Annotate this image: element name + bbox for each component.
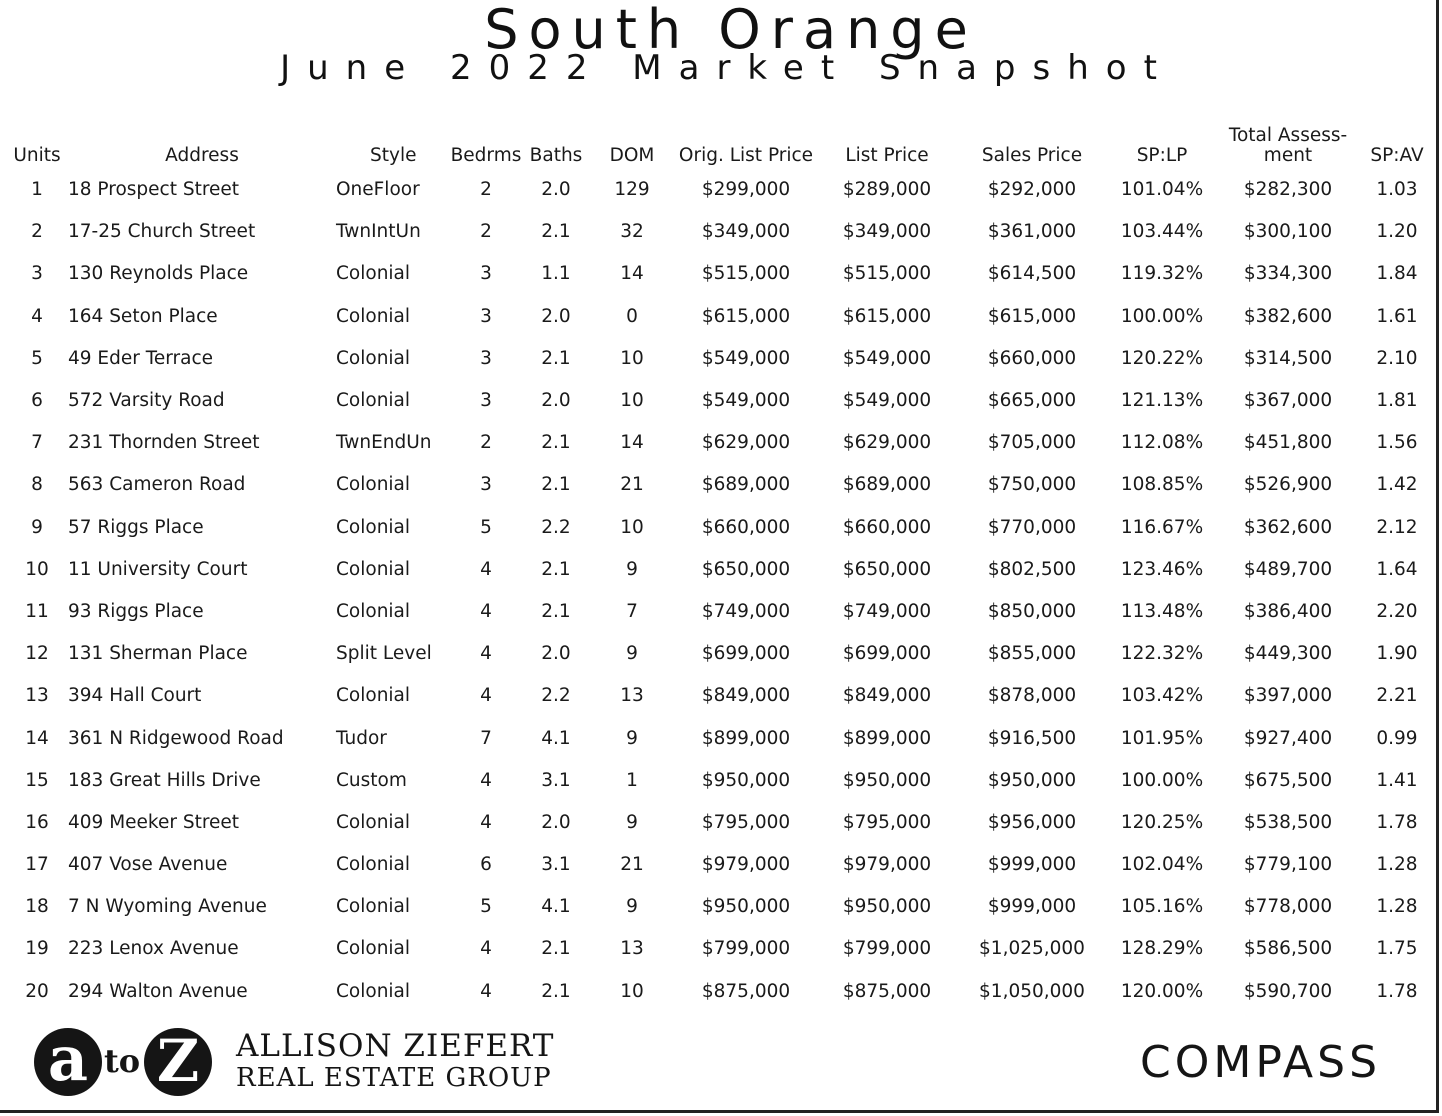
compass-logo: COMPASS (1140, 1037, 1381, 1088)
column-header-baths: Baths (529, 145, 583, 166)
column-header-style: Style (370, 145, 417, 166)
cell-baths: 1.1 (541, 263, 571, 285)
cell-sp-lp: 105.16% (1120, 896, 1204, 918)
cell-list-price: $615,000 (842, 305, 932, 327)
cell-sp-lp: 103.44% (1120, 221, 1204, 243)
cell-sales-price: $361,000 (987, 221, 1077, 243)
cell-address: 7 N Wyoming Avenue (68, 896, 267, 918)
page-title: South Orange (484, 0, 978, 61)
cell-dom: 32 (620, 221, 644, 243)
cell-sales-price: $705,000 (987, 432, 1077, 454)
cell-total-assessment: $526,900 (1243, 474, 1333, 496)
cell-total-assessment: $590,700 (1243, 980, 1333, 1002)
cell-dom: 9 (626, 896, 638, 918)
cell-list-price: $795,000 (842, 811, 932, 833)
cell-dom: 129 (614, 179, 650, 201)
column-header-bedrooms: Bedrms (450, 145, 522, 166)
cell-style: Colonial (336, 980, 411, 1002)
cell-units: 11 (25, 600, 49, 622)
cell-sp-lp: 128.29% (1120, 938, 1204, 960)
cell-style: Colonial (336, 347, 411, 369)
cell-sales-price: $660,000 (987, 347, 1077, 369)
cell-sp-av: 1.28 (1376, 854, 1418, 876)
cell-units: 15 (25, 769, 49, 791)
table-row (6, 886, 1434, 928)
cell-address: 294 Walton Avenue (68, 980, 248, 1002)
cell-sp-lp: 101.95% (1120, 727, 1204, 749)
cell-style: Colonial (336, 305, 411, 327)
cell-sp-lp: 100.00% (1120, 305, 1204, 327)
table-row (6, 380, 1434, 422)
cell-address: 17-25 Church Street (68, 221, 256, 243)
brand-name: ALLISON ZIEFERT (236, 1028, 555, 1064)
cell-sp-av: 1.56 (1376, 432, 1418, 454)
cell-address: 131 Sherman Place (68, 643, 248, 665)
cell-total-assessment: $397,000 (1243, 685, 1333, 707)
cell-baths: 2.2 (541, 685, 571, 707)
cell-total-assessment: $927,400 (1243, 727, 1333, 749)
cell-baths: 2.1 (541, 432, 571, 454)
cell-sp-av: 1.81 (1376, 390, 1418, 412)
cell-total-assessment: $675,500 (1243, 769, 1333, 791)
cell-baths: 2.1 (541, 347, 571, 369)
cell-baths: 2.1 (541, 938, 571, 960)
cell-sp-av: 1.64 (1376, 558, 1418, 580)
table-row (6, 633, 1434, 675)
cell-sp-lp: 103.42% (1120, 685, 1204, 707)
cell-orig-list-price: $349,000 (701, 221, 791, 243)
cell-units: 1 (31, 179, 43, 201)
cell-sales-price: $956,000 (987, 811, 1077, 833)
cell-sales-price: $614,500 (987, 263, 1077, 285)
cell-address: 409 Meeker Street (68, 811, 240, 833)
cell-sp-lp: 113.48% (1120, 600, 1204, 622)
cell-style: Custom (336, 769, 407, 791)
cell-total-assessment: $449,300 (1243, 643, 1333, 665)
cell-sales-price: $999,000 (987, 854, 1077, 876)
cell-orig-list-price: $849,000 (701, 685, 791, 707)
table-row (6, 253, 1434, 295)
cell-dom: 10 (620, 980, 644, 1002)
cell-units: 13 (25, 685, 49, 707)
cell-dom: 10 (620, 347, 644, 369)
cell-list-price: $549,000 (842, 390, 932, 412)
cell-sp-av: 1.41 (1376, 769, 1418, 791)
cell-orig-list-price: $615,000 (701, 305, 791, 327)
cell-sp-lp: 112.08% (1120, 432, 1204, 454)
cell-sp-av: 1.78 (1376, 811, 1418, 833)
cell-sp-av: 1.20 (1376, 221, 1418, 243)
cell-address: 130 Reynolds Place (68, 263, 249, 285)
cell-orig-list-price: $699,000 (701, 643, 791, 665)
cell-sales-price: $855,000 (987, 643, 1077, 665)
cell-bedrooms: 2 (480, 432, 492, 454)
cell-list-price: $950,000 (842, 769, 932, 791)
cell-sp-av: 2.12 (1376, 516, 1418, 538)
cell-list-price: $515,000 (842, 263, 932, 285)
cell-baths: 2.0 (541, 811, 571, 833)
cell-units: 4 (31, 305, 43, 327)
cell-orig-list-price: $549,000 (701, 390, 791, 412)
cell-sp-lp: 123.46% (1120, 558, 1204, 580)
cell-sp-lp: 122.32% (1120, 643, 1204, 665)
cell-address: 572 Varsity Road (68, 390, 225, 412)
cell-total-assessment: $778,000 (1243, 896, 1333, 918)
cell-orig-list-price: $749,000 (701, 600, 791, 622)
cell-total-assessment: $314,500 (1243, 347, 1333, 369)
cell-dom: 10 (620, 516, 644, 538)
cell-sales-price: $665,000 (987, 390, 1077, 412)
cell-style: Colonial (336, 474, 411, 496)
cell-bedrooms: 3 (480, 474, 492, 496)
header-line: ment (1263, 145, 1313, 166)
cell-dom: 9 (626, 727, 638, 749)
cell-sp-lp: 120.22% (1120, 347, 1204, 369)
cell-style: TwnIntUn (336, 221, 421, 243)
cell-total-assessment: $382,600 (1243, 305, 1333, 327)
cell-orig-list-price: $799,000 (701, 938, 791, 960)
cell-list-price: $749,000 (842, 600, 932, 622)
cell-sp-lp: 121.13% (1120, 390, 1204, 412)
cell-orig-list-price: $299,000 (701, 179, 791, 201)
cell-units: 14 (25, 727, 49, 749)
cell-sp-lp: 116.67% (1120, 516, 1204, 538)
cell-dom: 21 (620, 854, 644, 876)
cell-list-price: $660,000 (842, 516, 932, 538)
cell-baths: 3.1 (541, 854, 571, 876)
column-header-list-price: List Price (845, 145, 929, 166)
cell-address: 361 N Ridgewood Road (68, 727, 284, 749)
cell-bedrooms: 4 (480, 811, 492, 833)
cell-bedrooms: 4 (480, 938, 492, 960)
logo-word-to: to (104, 1042, 141, 1080)
cell-list-price: $349,000 (842, 221, 932, 243)
cell-sales-price: $878,000 (987, 685, 1077, 707)
cell-list-price: $650,000 (842, 558, 932, 580)
table-row (6, 464, 1434, 506)
table-header-row (6, 112, 1434, 169)
cell-orig-list-price: $689,000 (701, 474, 791, 496)
cell-dom: 13 (620, 938, 644, 960)
cell-units: 7 (31, 432, 43, 454)
cell-sales-price: $770,000 (987, 516, 1077, 538)
table-body (6, 169, 1434, 1013)
cell-dom: 1 (626, 769, 638, 791)
cell-sp-av: 2.21 (1376, 685, 1418, 707)
cell-address: 49 Eder Terrace (68, 347, 214, 369)
cell-dom: 0 (626, 305, 638, 327)
cell-bedrooms: 5 (480, 516, 492, 538)
cell-baths: 2.0 (541, 390, 571, 412)
cell-baths: 2.1 (541, 980, 571, 1002)
cell-total-assessment: $386,400 (1243, 600, 1333, 622)
table-row (6, 802, 1434, 844)
column-header-total-assessment (1216, 112, 1360, 169)
cell-sp-av: 0.99 (1376, 727, 1418, 749)
cell-bedrooms: 5 (480, 896, 492, 918)
cell-bedrooms: 4 (480, 558, 492, 580)
table-row (6, 844, 1434, 886)
cell-address: 231 Thornden Street (68, 432, 260, 454)
table-row (6, 675, 1434, 717)
cell-bedrooms: 2 (480, 221, 492, 243)
cell-total-assessment: $300,100 (1243, 221, 1333, 243)
cell-list-price: $950,000 (842, 896, 932, 918)
cell-units: 8 (31, 474, 43, 496)
cell-orig-list-price: $950,000 (701, 896, 791, 918)
cell-sp-av: 1.61 (1376, 305, 1418, 327)
cell-sp-av: 2.20 (1376, 600, 1418, 622)
table-row (6, 928, 1434, 970)
cell-sp-av: 2.10 (1376, 347, 1418, 369)
atoz-logo (34, 1022, 219, 1098)
cell-units: 16 (25, 811, 49, 833)
cell-address: 183 Great Hills Drive (68, 769, 261, 791)
cell-orig-list-price: $950,000 (701, 769, 791, 791)
cell-style: Colonial (336, 938, 411, 960)
cell-total-assessment: $538,500 (1243, 811, 1333, 833)
cell-bedrooms: 4 (480, 980, 492, 1002)
cell-orig-list-price: $899,000 (701, 727, 791, 749)
cell-address: 407 Vose Avenue (68, 854, 228, 876)
cell-address: 18 Prospect Street (68, 179, 240, 201)
header-line: Total Assess- (1228, 125, 1348, 146)
cell-orig-list-price: $515,000 (701, 263, 791, 285)
market-snapshot-table (6, 112, 1434, 1013)
cell-sp-lp: 101.04% (1120, 179, 1204, 201)
cell-address: 394 Hall Court (68, 685, 202, 707)
cell-dom: 21 (620, 474, 644, 496)
cell-units: 20 (25, 980, 49, 1002)
cell-units: 6 (31, 390, 43, 412)
cell-sp-av: 1.78 (1376, 980, 1418, 1002)
cell-style: Colonial (336, 558, 411, 580)
cell-address: 164 Seton Place (68, 305, 218, 327)
cell-total-assessment: $489,700 (1243, 558, 1333, 580)
cell-list-price: $689,000 (842, 474, 932, 496)
column-header-orig-list-price: Orig. List Price (678, 145, 814, 166)
column-header-sp-lp: SP:LP (1136, 145, 1188, 166)
cell-orig-list-price: $650,000 (701, 558, 791, 580)
cell-units: 3 (31, 263, 43, 285)
cell-total-assessment: $586,500 (1243, 938, 1333, 960)
cell-baths: 2.0 (541, 305, 571, 327)
table-row (6, 296, 1434, 338)
cell-sales-price: $802,500 (987, 558, 1077, 580)
cell-style: Split Level (336, 643, 432, 665)
table-row (6, 211, 1434, 253)
cell-list-price: $979,000 (842, 854, 932, 876)
column-header-dom: DOM (609, 145, 655, 166)
cell-bedrooms: 3 (480, 305, 492, 327)
cell-sales-price: $850,000 (987, 600, 1077, 622)
cell-sp-av: 1.28 (1376, 896, 1418, 918)
cell-sp-av: 1.03 (1376, 179, 1418, 201)
cell-sp-lp: 120.25% (1120, 811, 1204, 833)
cell-total-assessment: $451,800 (1243, 432, 1333, 454)
cell-units: 19 (25, 938, 49, 960)
cell-sales-price: $1,050,000 (979, 980, 1085, 1002)
brand-subtitle: REAL ESTATE GROUP (236, 1063, 552, 1093)
page-subtitle: June 2022 Market Snapshot (280, 48, 1174, 88)
table-row (6, 549, 1434, 591)
cell-style: TwnEndUn (336, 432, 432, 454)
cell-total-assessment: $334,300 (1243, 263, 1333, 285)
cell-bedrooms: 6 (480, 854, 492, 876)
cell-list-price: $549,000 (842, 347, 932, 369)
column-header-sales-price: Sales Price (981, 145, 1083, 166)
cell-total-assessment: $362,600 (1243, 516, 1333, 538)
cell-units: 9 (31, 516, 43, 538)
cell-baths: 3.1 (541, 769, 571, 791)
cell-dom: 9 (626, 558, 638, 580)
cell-dom: 10 (620, 390, 644, 412)
cell-style: Colonial (336, 390, 411, 412)
cell-dom: 13 (620, 685, 644, 707)
table-row (6, 971, 1434, 1013)
cell-units: 12 (25, 643, 49, 665)
cell-orig-list-price: $549,000 (701, 347, 791, 369)
cell-orig-list-price: $660,000 (701, 516, 791, 538)
cell-orig-list-price: $629,000 (701, 432, 791, 454)
cell-total-assessment: $367,000 (1243, 390, 1333, 412)
cell-style: Tudor (336, 727, 387, 749)
cell-bedrooms: 2 (480, 179, 492, 201)
cell-sp-lp: 102.04% (1120, 854, 1204, 876)
cell-dom: 7 (626, 600, 638, 622)
cell-bedrooms: 4 (480, 769, 492, 791)
cell-baths: 2.1 (541, 600, 571, 622)
cell-orig-list-price: $979,000 (701, 854, 791, 876)
cell-style: Colonial (336, 600, 411, 622)
cell-bedrooms: 3 (480, 347, 492, 369)
logo-letter-z: Z (144, 1028, 212, 1096)
cell-style: Colonial (336, 811, 411, 833)
cell-bedrooms: 4 (480, 685, 492, 707)
cell-sales-price: $916,500 (987, 727, 1077, 749)
cell-list-price: $899,000 (842, 727, 932, 749)
cell-bedrooms: 7 (480, 727, 492, 749)
table-row (6, 338, 1434, 380)
cell-address: 563 Cameron Road (68, 474, 246, 496)
cell-sp-lp: 100.00% (1120, 769, 1204, 791)
cell-dom: 14 (620, 263, 644, 285)
cell-total-assessment: $779,100 (1243, 854, 1333, 876)
cell-dom: 14 (620, 432, 644, 454)
cell-sales-price: $615,000 (987, 305, 1077, 327)
column-header-sp-av: SP:AV (1370, 145, 1424, 166)
cell-sp-av: 1.90 (1376, 643, 1418, 665)
cell-dom: 9 (626, 811, 638, 833)
cell-baths: 2.0 (541, 643, 571, 665)
cell-baths: 4.1 (541, 727, 571, 749)
cell-sp-av: 1.42 (1376, 474, 1418, 496)
cell-orig-list-price: $875,000 (701, 980, 791, 1002)
cell-units: 5 (31, 347, 43, 369)
cell-address: 223 Lenox Avenue (68, 938, 239, 960)
cell-sales-price: $292,000 (987, 179, 1077, 201)
cell-sp-lp: 120.00% (1120, 980, 1204, 1002)
cell-sp-av: 1.84 (1376, 263, 1418, 285)
cell-units: 17 (25, 854, 49, 876)
cell-address: 11 University Court (68, 558, 248, 580)
cell-bedrooms: 4 (480, 600, 492, 622)
cell-units: 10 (25, 558, 49, 580)
cell-orig-list-price: $795,000 (701, 811, 791, 833)
cell-list-price: $875,000 (842, 980, 932, 1002)
table-row (6, 422, 1434, 464)
atoz-brand (34, 1022, 574, 1098)
cell-bedrooms: 4 (480, 643, 492, 665)
cell-sp-lp: 108.85% (1120, 474, 1204, 496)
cell-style: Colonial (336, 854, 411, 876)
cell-baths: 2.0 (541, 179, 571, 201)
table-row (6, 169, 1434, 211)
cell-dom: 9 (626, 643, 638, 665)
cell-sales-price: $1,025,000 (979, 938, 1085, 960)
cell-units: 18 (25, 896, 49, 918)
cell-address: 57 Riggs Place (68, 516, 204, 538)
cell-baths: 2.1 (541, 221, 571, 243)
cell-bedrooms: 3 (480, 263, 492, 285)
cell-style: Colonial (336, 516, 411, 538)
cell-baths: 2.2 (541, 516, 571, 538)
cell-sales-price: $750,000 (987, 474, 1077, 496)
column-header-units: Units (13, 145, 61, 166)
table-row (6, 507, 1434, 549)
cell-list-price: $629,000 (842, 432, 932, 454)
table-row (6, 591, 1434, 633)
cell-baths: 2.1 (541, 558, 571, 580)
cell-style: Colonial (336, 685, 411, 707)
cell-sp-lp: 119.32% (1120, 263, 1204, 285)
cell-sales-price: $950,000 (987, 769, 1077, 791)
cell-list-price: $799,000 (842, 938, 932, 960)
cell-bedrooms: 3 (480, 390, 492, 412)
cell-style: Colonial (336, 896, 411, 918)
cell-baths: 2.1 (541, 474, 571, 496)
table-row (6, 717, 1434, 759)
cell-baths: 4.1 (541, 896, 571, 918)
cell-units: 2 (31, 221, 43, 243)
cell-style: OneFloor (336, 179, 420, 201)
cell-style: Colonial (336, 263, 411, 285)
cell-list-price: $699,000 (842, 643, 932, 665)
logo-letter-a: a (34, 1028, 102, 1096)
cell-sp-av: 1.75 (1376, 938, 1418, 960)
table-row (6, 760, 1434, 802)
cell-total-assessment: $282,300 (1243, 179, 1333, 201)
cell-address: 93 Riggs Place (68, 600, 204, 622)
cell-list-price: $289,000 (842, 179, 932, 201)
cell-sales-price: $999,000 (987, 896, 1077, 918)
cell-list-price: $849,000 (842, 685, 932, 707)
column-header-address: Address (165, 145, 239, 166)
